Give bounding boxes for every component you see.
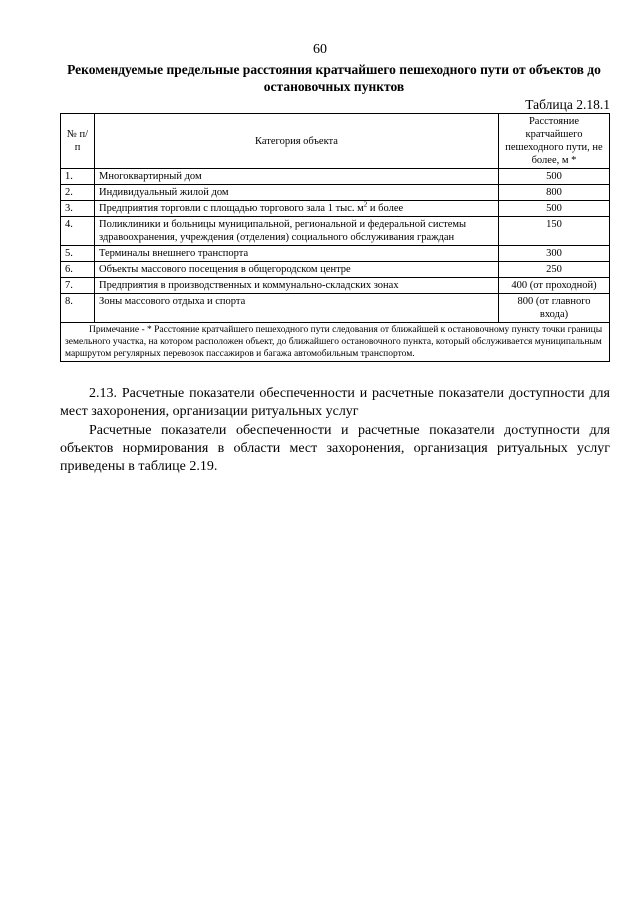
row-category-sup: 2 [363,200,368,209]
table-row [61,169,610,185]
row-num: 2. [61,185,95,201]
table-row [61,217,610,246]
row-num: 5. [61,246,95,262]
row-category [95,201,499,217]
row-category: Объекты массового посещения в общегородском центре [95,262,499,278]
row-distance: 150 [499,217,610,246]
row-num: 7. [61,278,95,294]
row-num: 8. [61,294,95,323]
table-header-row [61,114,610,169]
row-distance: 500 [499,169,610,185]
row-distance: 500 [499,201,610,217]
row-num: 3. [61,201,95,217]
row-distance: 300 [499,246,610,262]
table-note-row [61,323,610,362]
row-category: Зоны массового отдыха и спорта [95,294,499,323]
table-row [61,294,610,323]
row-category: Поликлиники и больницы муниципальной, региональной и федеральной системы здравоохранения, учреждения (отделения) социального обслуживания граждан [95,217,499,246]
page-number: 60 [313,42,327,57]
table-title: Рекомендуемые предельные расстояния кратчайшего пешеходного пути от объектов до остановочных пунктов [67,62,601,94]
table-row [61,246,610,262]
row-distance: 800 [499,185,610,201]
table-row [61,185,610,201]
row-category: Многоквартирный дом [95,169,499,185]
table-row [61,201,610,217]
table-note: Примечание - * Расстояние кратчайшего пешеходного пути следования от ближайшей к остановочному пункту точки границы земельного участка, на котором расположен объект, до ближайшего остановочного пункта, который обслуживается муниципальным маршрутом регулярных перевозок пассажиров и багажа автомобильным транспортом. [61,323,610,362]
header-num: № п/п [61,114,95,169]
table-row [61,278,610,294]
table-caption: Таблица 2.18.1 [525,97,610,112]
row-num: 6. [61,262,95,278]
distance-table [60,113,610,362]
row-category: Индивидуальный жилой дом [95,185,499,201]
row-num: 4. [61,217,95,246]
row-category-text: Предприятия торговли с площадью торгового зала 1 тыс. м [99,203,364,214]
body-paragraph: Расчетные показатели обеспеченности и расчетные показатели доступности для объектов нормирования в области мест захоронения, организация ритуальных услуг приведены в таблице 2.19. [60,423,610,474]
row-category: Предприятия в производственных и коммунально-складских зонах [95,278,499,294]
header-distance: Расстояние кратчайшего пешеходного пути, не более, м * [499,114,610,169]
header-category: Категория объекта [95,114,499,169]
row-category: Терминалы внешнего транспорта [95,246,499,262]
row-category-tail: и более [367,203,404,214]
row-num: 1. [61,169,95,185]
table-row [61,262,610,278]
row-distance: 800 (от главного входа) [499,294,610,323]
section-heading-paragraph: 2.13. Расчетные показатели обеспеченности и расчетные показатели доступности для мест захоронения, организации ритуальных услуг [60,386,610,419]
row-distance: 400 (от проходной) [499,278,610,294]
row-distance: 250 [499,262,610,278]
